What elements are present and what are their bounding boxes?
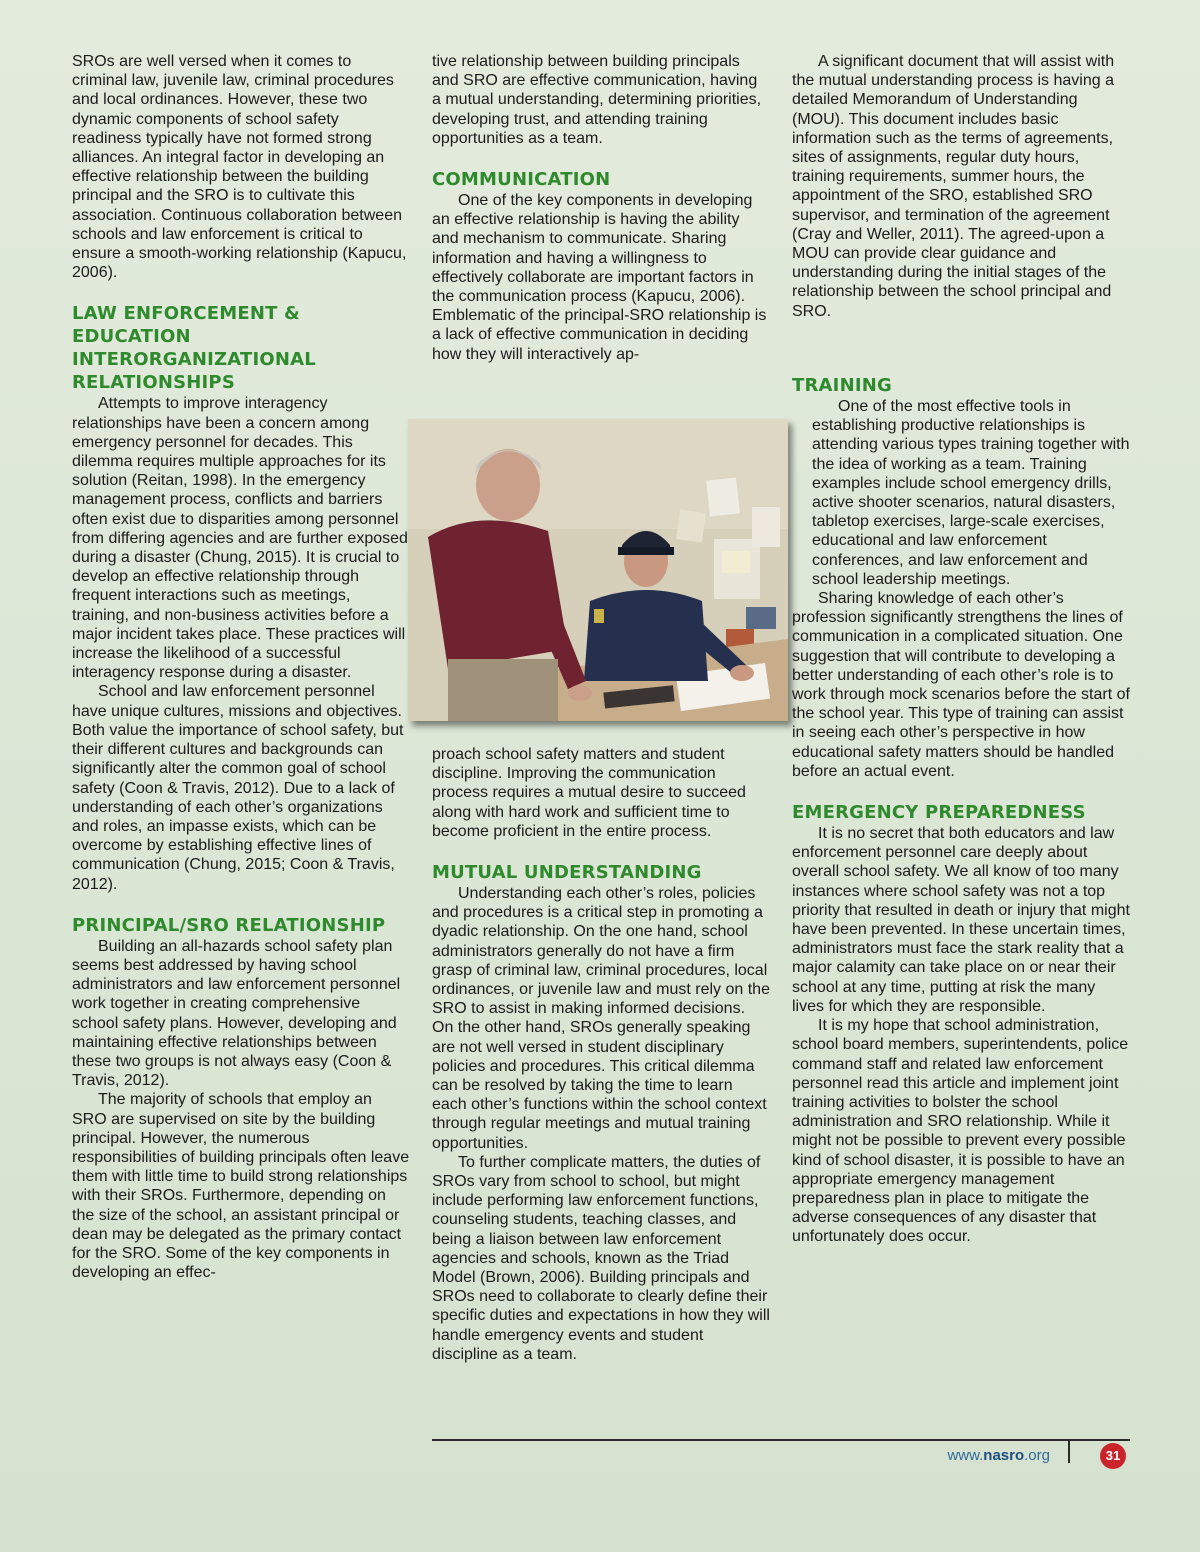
mutual-paragraph-2: To further complicate matters, the duties of SROs vary from school to school, but might include performing law enforcement functions, counseling students, teaching classes, and being a liaison between law enforcement agencies and schools, known as the Triad Model (Brown, 2006). Building principals and SROs need to collaborate to clearly define their specific duties and expectations in how they will handle emergency events and student discipline as a team. <box>432 1153 770 1363</box>
heading-emergency-preparedness: EMERGENCY PREPAREDNESS <box>792 802 1086 824</box>
heading-law-enforcement-education: LAW ENFORCEMENT & EDUCATION INTERORGANIZATIONAL RELATIONSHIPS <box>72 303 316 394</box>
heading-communication: COMMUNICATION <box>432 169 611 191</box>
heading-mutual-understanding: MUTUAL UNDERSTANDING <box>432 862 702 884</box>
url-suffix: .org <box>1024 1447 1050 1464</box>
footer-url[interactable] <box>920 1447 1050 1465</box>
training-paragraph-1: One of the most effective tools in establishing productive relationships is attending various types training together with the idea of working as a team. Training examples include school emergency drills, active shooter scenarios, natural disasters, tabletop exercises, large-scale exercises, educational and law enforcement conferences, and law enforcement and school leadership meetings. <box>812 398 1130 588</box>
url-brand: nasro <box>983 1447 1025 1464</box>
heading-training: TRAINING <box>792 375 892 396</box>
principal-paragraph-1: Building an all-hazards school safety plan seems best addressed by having school administrators and law enforcement personnel work together in creating comprehensive school safety plans. However, developing and maintaining effective relationships between these two groups is not always easy (Coon & Travis, 2012). <box>72 937 401 1090</box>
page-number-badge: 31 <box>1100 1443 1126 1469</box>
column-2-bottom <box>432 745 770 1364</box>
communication-paragraph-1: One of the key components in developing an effective relationship is having the ability and mechanism to communicate. Sharing information and having a willingness to effectively collaborate are important factors in the communication process (Kapucu, 2006). Emblematic of the principal-SRO relationship is a lack of effective communication in deciding how they will interactively ap- <box>432 192 767 363</box>
footer-rule <box>432 1439 1130 1441</box>
footer-separator <box>1068 1441 1070 1463</box>
mou-paragraph: A significant document that will assist with the mutual understanding process is having a detailed Memorandum of Understanding (MOU). This document includes basic information such as the terms of agreements, sites of assignments, regular duty hours, training requirements, summer hours, the appointment of the SRO, established SRO supervisor, and termination of the agreement (Cray and Weller, 2011). The agreed-upon a MOU can provide clear guidance and understanding during the initial stages of the relationship between the school principal and SRO. <box>792 53 1115 320</box>
training-paragraph-2: Sharing knowledge of each other’s profession significantly strengthens the lines of communication in a complicated situation. One suggestion that will contribute to developing a better understanding of each other’s role is to work through mock scenarios before the start of the school year. This type of training can assist in seeing each other’s perspective in how educational safety matters should be handled before an actual event. <box>792 590 1130 780</box>
column-3-bottom <box>792 374 1130 1247</box>
emergency-paragraph-1: It is no secret that both educators and law enforcement personnel care deeply about overall school safety. We all know of too many instances where school safety was not a top priority that resulted in death or injury that might have been prevented. In these uncertain times, administrators must face the stark reality that a major calamity can take place on or near their school at any time, putting at risk the many lives for which they are responsible. <box>792 825 1130 1015</box>
url-prefix: www. <box>947 1447 984 1464</box>
mutual-paragraph-1: Understanding each other’s roles, policies and procedures is a critical step in promoting a dyadic relationship. On the one hand, school administrators generally do not have a firm grasp of criminal law, criminal procedures, local ordinances, or juvenile law and must rely on the SRO to assist in making informed decisions. On the other hand, SROs generally speaking are not well versed in student disciplinary policies and procedures. This critical dilemma can be resolved by taking the time to learn each other’s functions within the school context through regular meetings and mutual training opportunities. <box>432 885 770 1152</box>
law-paragraph-1: Attempts to improve interagency relationships have been a concern among emergency personnel for decades. This dilemma requires multiple approaches for its solution (Reitan, 1998). In the emergency management process, conflicts and barriers often exist due to disparities among personnel from differing agencies and are further exposed during a disaster (Chung, 2015). It is crucial to develop an effective relationship through frequent interactions such as meetings, training, and non-business activities before a major incident takes place. These practices will increase the likelihood of a successful interagency response during a disaster. <box>72 395 408 682</box>
column-1 <box>72 52 410 1282</box>
column-2-top <box>432 52 770 364</box>
law-paragraph-2: School and law enforcement personnel have unique cultures, missions and objectives. Both value the importance of school safety, but their different cultures and backgrounds can significantly alter the common goal of school safety (Coon & Travis, 2012). Due to a lack of understanding of each other’s organizations and roles, an impasse exists, which can be overcome by establishing effective lines of communication (Chung, 2015; Coon & Travis, 2012). <box>72 683 404 893</box>
emergency-paragraph-2: It is my hope that school administration, school board members, superintendents, police command staff and related law enforcement personnel read this article and implement joint training activities to bolster the school administration and SRO relationship. While it might not be possible to prevent every possible kind of school disaster, it is possible to have an appropriate emergency management preparedness plan in place to mitigate the adverse consequences of any disaster that unfortunately does occur. <box>792 1017 1129 1246</box>
photo-principal-and-sro <box>408 419 788 721</box>
communication-continued: proach school safety matters and student discipline. Improving the communication process requires a mutual desire to succeed along with hard work and sufficient time to become proficient in the entire process. <box>432 746 746 840</box>
continued-paragraph: tive relationship between building principals and SRO are effective communication, having a mutual understanding, determining priorities, developing trust, and attending training opportunities as a team. <box>432 53 762 147</box>
column-3-top <box>792 52 1130 321</box>
principal-paragraph-2: The majority of schools that employ an SRO are supervised on site by the building principal. However, the numerous responsibilities of building principals often leave them with little time to build strong relationships with their SROs. Furthermore, depending on the size of the school, an assistant principal or dean may be delegated as the primary contact for the SRO. Some of the key components in developing an effec- <box>72 1091 410 1282</box>
intro-paragraph: SROs are well versed when it comes to criminal law, juvenile law, criminal procedures and local ordinances. However, these two dynamic components of school safety readiness typically have not formed strong alliances. An integral factor in developing an effective relationship between the building principal and the SRO is to cultivate this association. Continuous collaboration between schools and law enforcement is critical to ensure a smooth-working relationship (Kapucu, 2006). <box>72 53 407 282</box>
heading-principal-sro: PRINCIPAL/SRO RELATIONSHIP <box>72 914 386 936</box>
